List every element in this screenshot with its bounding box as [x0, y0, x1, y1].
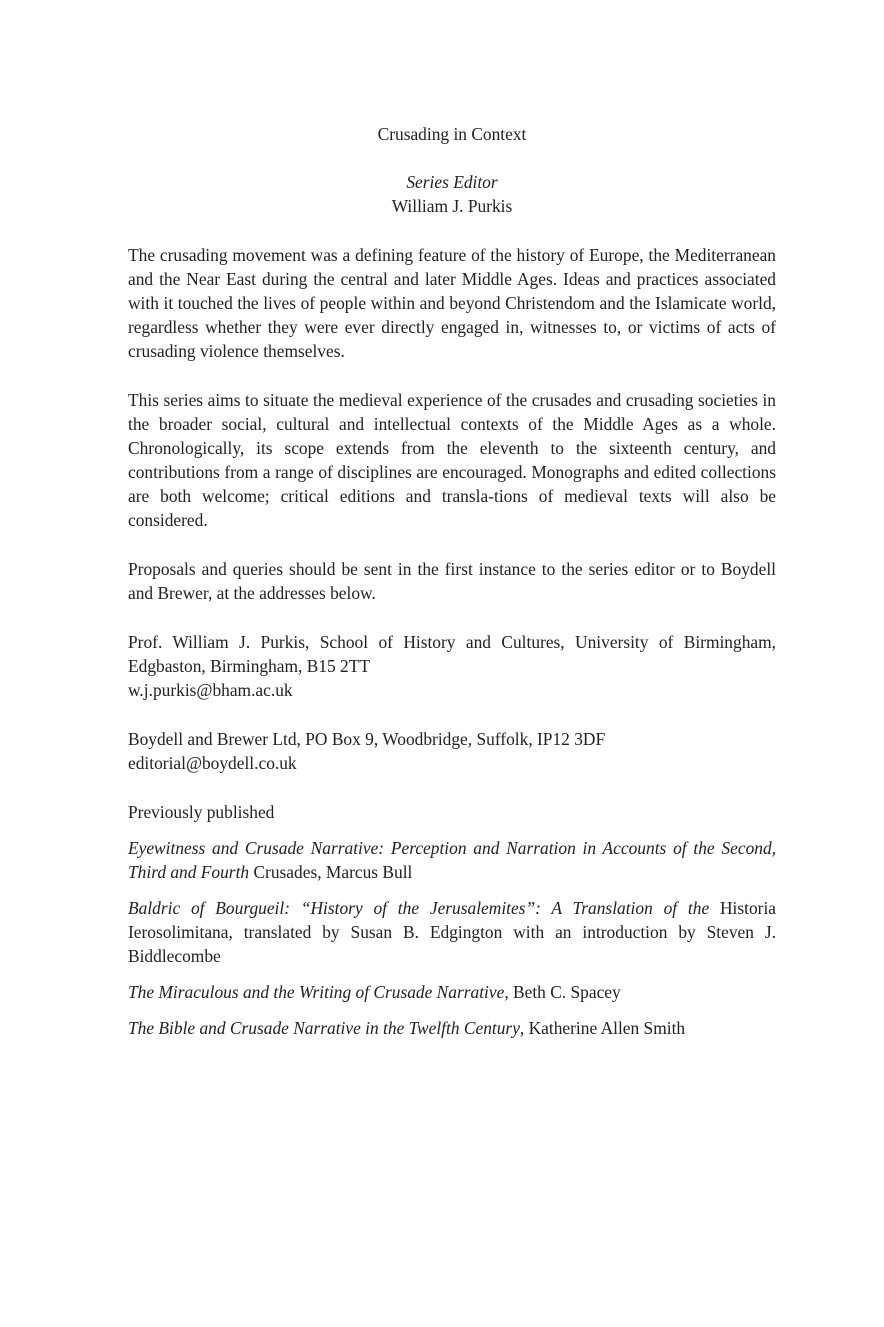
published-item-details: , Beth C. Spacey — [504, 982, 621, 1002]
publisher-email: editorial@boydell.co.uk — [128, 753, 297, 773]
series-scope-paragraph: This series aims to situate the medieval experience of the crusades and crusading societies in the broader social, cultural and intellectual contexts of the Middle Ages as a whole. Chronologically, its scope extends from the eleventh to the sixteenth century, and contributions from a range of disciplines are encouraged. Monographs and edited collections are both welcome; critical editions and transla-tions of medieval texts will also be considered. — [128, 390, 776, 530]
published-item-title: The Miraculous and the Writing of Crusade Narrative — [128, 982, 505, 1002]
editor-email: w.j.purkis@bham.ac.uk — [128, 680, 293, 700]
published-item-details: Historia Ierosolimitana, translated by Susan B. Edgington with an introduction by Steven J. Biddlecombe — [128, 898, 777, 966]
publisher-address-line-1: Boydell and Brewer Ltd, PO Box 9, Woodbridge, Suffolk, IP12 3DF — [128, 729, 606, 749]
series-description-paragraph: The crusading movement was a defining feature of the history of Europe, the Mediterranean and the Near East during the central and later Middle Ages. Ideas and practices associated with it touched the lives of people within and beyond Christendom and the Islamicate world, regardless whether they were ever directly engaged in, witnesses to, or victims of acts of crusading violence themselves. — [128, 245, 776, 361]
series-editor-block — [128, 170, 776, 218]
editor-address-block — [128, 630, 776, 702]
published-item — [128, 980, 776, 1004]
published-item-title: The Bible and Crusade Narrative in the Twelfth Century — [128, 1018, 520, 1038]
proposals-paragraph: Proposals and queries should be sent in the first instance to the series editor or to Boydell and Brewer, at the addresses below. — [128, 559, 776, 603]
published-item — [128, 896, 776, 968]
series-editor-label: Series Editor — [406, 172, 498, 192]
published-item-title: Baldric of Bourgueil: “History of the Jerusalemites”: A Translation of the — [128, 898, 710, 918]
publisher-address-block — [128, 727, 776, 775]
editor-address-line-1: Prof. William J. Purkis, School of History and Cultures, University of Birmingham, — [128, 632, 776, 652]
series-page — [128, 122, 776, 1052]
editor-address-line-2: Edgbaston, Birmingham, B15 2TT — [128, 656, 370, 676]
series-title: Crusading in Context — [377, 124, 527, 144]
previously-published-heading: Previously published — [128, 802, 275, 822]
published-item — [128, 836, 776, 884]
published-item-details: , Katherine Allen Smith — [519, 1018, 686, 1038]
previously-published-list — [128, 836, 776, 1040]
published-item-details: Crusades, Marcus Bull — [249, 862, 413, 882]
published-item — [128, 1016, 776, 1040]
published-item-title: Eyewitness and Crusade Narrative: Perception and Narration in Accounts of the Second, Third and Fourth — [128, 838, 776, 882]
series-editor-name: William J. Purkis — [391, 196, 513, 216]
